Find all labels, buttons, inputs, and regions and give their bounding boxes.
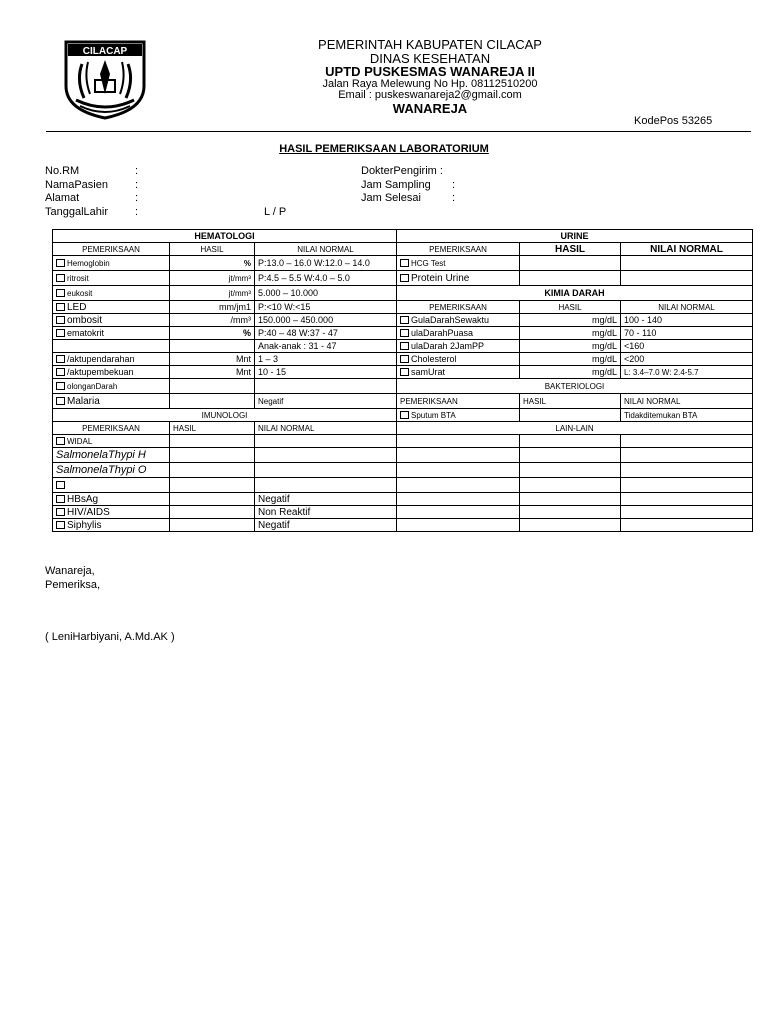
row-waktu-perdarahan: /aktupendarahan bbox=[53, 353, 170, 366]
checkbox[interactable] bbox=[56, 368, 65, 376]
label-no-rm: No.RM bbox=[45, 165, 80, 177]
section-lain-lain: LAIN-LAIN bbox=[397, 422, 753, 435]
checkbox[interactable] bbox=[56, 274, 65, 282]
checkbox[interactable] bbox=[56, 316, 65, 324]
row-leukosit: eukosit bbox=[53, 286, 170, 301]
col-nilai-normal: NILAI NORMAL bbox=[621, 243, 753, 256]
checkbox[interactable] bbox=[400, 259, 409, 267]
section-bakteriologi: BAKTERIOLOGI bbox=[397, 379, 753, 394]
col-hasil: HASIL bbox=[170, 243, 255, 256]
row-eritrosit: ritrosit bbox=[53, 271, 170, 286]
label-jam-sampling: Jam Sampling bbox=[361, 179, 431, 191]
checkbox[interactable] bbox=[400, 411, 409, 419]
checkbox[interactable] bbox=[56, 481, 65, 489]
row-protein-urine: Protein Urine bbox=[397, 271, 520, 286]
colon: : bbox=[135, 165, 139, 177]
row-thypi-h: SalmonelaThypi H bbox=[53, 448, 170, 463]
colon: : bbox=[135, 179, 139, 191]
footer-pemeriksa: Pemeriksa, bbox=[45, 579, 101, 591]
row-hbsag: HBsAg bbox=[53, 493, 170, 506]
header-email: Email : puskeswanareja2@gmail.com bbox=[338, 89, 522, 101]
label-lp: L / P bbox=[264, 206, 287, 218]
header-city: WANAREJA bbox=[392, 101, 468, 116]
checkbox[interactable] bbox=[56, 259, 65, 267]
checkbox[interactable] bbox=[56, 521, 65, 529]
checkbox[interactable] bbox=[56, 382, 65, 390]
checkbox[interactable] bbox=[400, 342, 409, 350]
row-led: LED bbox=[53, 301, 170, 314]
footer-signatory: ( LeniHarbiyani, A.Md.AK ) bbox=[45, 631, 175, 643]
kodepos: KodePos 53265 bbox=[634, 115, 713, 127]
row-hemoglobin: Hemoglobin bbox=[53, 256, 170, 271]
header-address: Jalan Raya Melewung No Hp. 08112510200 bbox=[322, 78, 538, 90]
row-waktu-pembekuan: /aktupembekuan bbox=[53, 366, 170, 379]
checkbox[interactable] bbox=[400, 274, 409, 282]
row-thypi-o: SalmonelaThypi O bbox=[53, 463, 170, 478]
colon: : bbox=[452, 179, 456, 191]
row-hiv: HIV/AIDS bbox=[53, 506, 170, 519]
footer-place: Wanareja, bbox=[45, 565, 95, 577]
checkbox[interactable] bbox=[56, 355, 65, 363]
logo-text: CILACAP bbox=[82, 46, 128, 57]
header-line2: DINAS KESEHATAN bbox=[369, 51, 491, 66]
section-urine: URINE bbox=[397, 230, 753, 243]
row-asam-urat: samUrat bbox=[397, 366, 520, 379]
section-hematologi: HEMATOLOGI bbox=[53, 230, 397, 243]
header-line1: PEMERINTAH KABUPATEN CILACAP bbox=[318, 37, 542, 52]
section-imunologi: IMUNOLOGI bbox=[53, 409, 397, 422]
colon: : bbox=[452, 192, 456, 204]
label-alamat: Alamat bbox=[45, 192, 80, 204]
checkbox[interactable] bbox=[400, 316, 409, 324]
cilacap-logo bbox=[62, 40, 148, 120]
row-sputum: Sputum BTA bbox=[397, 409, 520, 422]
header-divider bbox=[46, 131, 751, 132]
colon: : bbox=[135, 192, 139, 204]
col-nilai-normal: NILAI NORMAL bbox=[255, 243, 397, 256]
row-hcg: HCG Test bbox=[397, 256, 520, 271]
row-gd2pp: ulaDarah 2JamPP bbox=[397, 340, 520, 353]
col-pemeriksaan: PEMERIKSAAN bbox=[397, 243, 520, 256]
checkbox[interactable] bbox=[400, 368, 409, 376]
checkbox[interactable] bbox=[56, 329, 65, 337]
lab-results-table: HEMATOLOGI URINE PEMERIKSAAN HASIL NILAI NORMAL PEMERIKSAAN HASIL NILAI NORMAL Hemoglobin % P:13.0 – 16.0 W:12.0 – 14.0 HCG Test ritrosit jt/mm³ P:4.5 – 5.5 W:4.0 – 5.0 Protein Urine eukosit jt/mm³ 5.000 – 10.000 KIMIA DARAH LED mm/jm1 P:<10 W:<15 PEMERIKSAAN HASIL NILAI NORMAL ombosit /mm³ 150.000 – 450.000 GulaDarahSewaktu mg/dL 100 - 140 ematokrit % P:40 – 48 W:37 - 47 ulaDarahPuasa mg/dL 70 - 110 Anak-anak : 31 - 47 ulaDarah 2JamPP mg/dL <160 /aktupendarahan Mnt 1 – 3 Cholesterol mg/dL <200 /aktupembekuan Mnt 10 - 15 samUrat mg/dL L: 3.4–7.0 W: 2.4-5.7 olonganDarah BAKTERIOLOGI Malaria Negatif PEMERIKSAAN HASIL NILAI NORMAL IMUNOLOGI Sputum BTA Tidakditemukan BTA PEMERIKSAAN HASIL NILAI NORMAL LAIN-LAIN WIDAL SalmonelaThypi H SalmonelaThypi O HBsAg Negatif HIV/AIDS Non Reaktif Siphylis Negatif bbox=[52, 229, 753, 532]
label-jam-selesai: Jam Selesai bbox=[361, 192, 421, 204]
row-hematokrit: ematokrit bbox=[53, 327, 170, 340]
row-golongan-darah: olonganDarah bbox=[53, 379, 170, 394]
label-nama-pasien: NamaPasien bbox=[45, 179, 108, 191]
row-malaria: Malaria bbox=[53, 394, 170, 409]
page-title: HASIL PEMERIKSAAN LABORATORIUM bbox=[279, 143, 489, 155]
row-gds: GulaDarahSewaktu bbox=[397, 314, 520, 327]
label-tanggal-lahir: TanggalLahir bbox=[45, 206, 108, 218]
col-hasil: HASIL bbox=[520, 243, 621, 256]
row-widal: WIDAL bbox=[53, 435, 170, 448]
row-siphylis: Siphylis bbox=[53, 519, 170, 532]
checkbox[interactable] bbox=[56, 495, 65, 503]
col-pemeriksaan: PEMERIKSAAN bbox=[53, 243, 170, 256]
header-line3: UPTD PUSKESMAS WANAREJA II bbox=[325, 64, 535, 79]
checkbox[interactable] bbox=[56, 303, 65, 311]
row-cholesterol: Cholesterol bbox=[397, 353, 520, 366]
colon: : bbox=[135, 206, 139, 218]
anak-normal: Anak-anak : 31 - 47 bbox=[255, 340, 397, 353]
checkbox[interactable] bbox=[56, 508, 65, 516]
checkbox[interactable] bbox=[56, 437, 65, 445]
checkbox[interactable] bbox=[56, 289, 65, 297]
section-kimia-darah: KIMIA DARAH bbox=[397, 286, 753, 301]
row-trombosit: ombosit bbox=[53, 314, 170, 327]
checkbox[interactable] bbox=[400, 329, 409, 337]
row-empty bbox=[53, 478, 170, 493]
row-gdp: ulaDarahPuasa bbox=[397, 327, 520, 340]
label-dokter-pengirim: DokterPengirim : bbox=[361, 165, 443, 177]
checkbox[interactable] bbox=[400, 355, 409, 363]
checkbox[interactable] bbox=[56, 397, 65, 405]
